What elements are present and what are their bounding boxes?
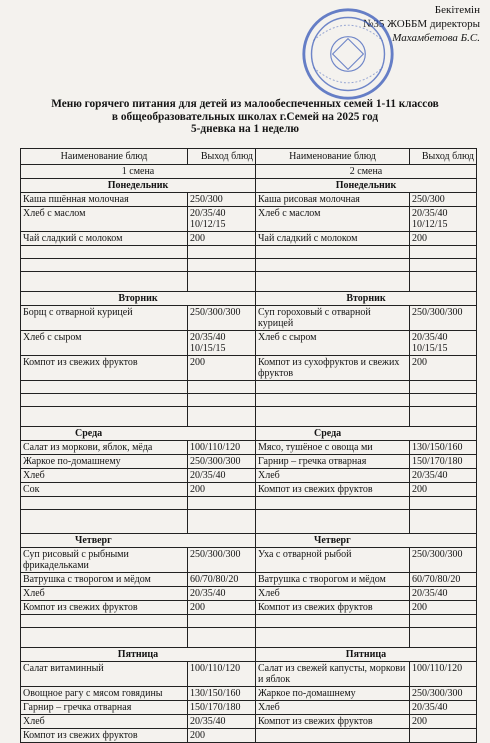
spacer-cell (410, 510, 477, 534)
dish-shift-2: Жаркое по-домашнему (256, 687, 410, 701)
menu-row (21, 701, 477, 715)
spacer-cell (188, 628, 256, 648)
dish-shift-2: Компот из свежих фруктов (256, 715, 410, 729)
yield-shift-1: 130/150/160 (188, 687, 256, 701)
blank-cell (21, 259, 188, 272)
day-label-shift-2: Среда (256, 427, 477, 441)
day-row-mon (21, 179, 477, 193)
blank-cell (21, 246, 188, 259)
menu-row (21, 687, 477, 701)
yield-shift-1: 250/300/300 (188, 455, 256, 469)
spacer-row (21, 407, 477, 427)
blank-cell (410, 497, 477, 510)
dish-shift-1: Гарнир – гречка отварная (21, 701, 188, 715)
day-label-shift-1: Среда (21, 427, 256, 441)
yield-shift-2: 200 (410, 715, 477, 729)
blank-cell (188, 246, 256, 259)
header-dish-2: Наименование блюд (256, 149, 410, 165)
dish-shift-2: Компот из свежих фруктов (256, 601, 410, 615)
blank-row (21, 497, 477, 510)
menu-row (21, 729, 477, 743)
dish-shift-1: Хлеб (21, 587, 188, 601)
day-row-thu (21, 534, 477, 548)
menu-row (21, 662, 477, 687)
blank-cell (21, 497, 188, 510)
blank-cell (21, 381, 188, 394)
blank-row (21, 381, 477, 394)
yield-shift-2: 200 (410, 483, 477, 497)
dish-shift-2: Ватрушка с творогом и мёдом (256, 573, 410, 587)
day-label-shift-1: Понедельник (21, 179, 256, 193)
dish-shift-2: Хлеб (256, 469, 410, 483)
menu-row (21, 331, 477, 356)
blank-cell (410, 615, 477, 628)
spacer-cell (256, 628, 410, 648)
blank-cell (256, 246, 410, 259)
yield-shift-1: 100/110/120 (188, 662, 256, 687)
blank-cell (256, 259, 410, 272)
menu-row (21, 193, 477, 207)
blank-cell (410, 246, 477, 259)
dish-shift-1: Компот из свежих фруктов (21, 729, 188, 743)
dish-shift-1: Салат витаминный (21, 662, 188, 687)
dish-shift-1: Компот из свежих фруктов (21, 356, 188, 381)
day-label-shift-2: Вторник (256, 292, 477, 306)
dish-shift-2: Мясо, тушёное с овоща ми (256, 441, 410, 455)
menu-row (21, 306, 477, 331)
yield-shift-1: 250/300/300 (188, 306, 256, 331)
blank-cell (188, 381, 256, 394)
dish-shift-2: Уха с отварной рыбой (256, 548, 410, 573)
dish-shift-1: Овощное рагу с мясом говядины (21, 687, 188, 701)
spacer-cell (21, 407, 188, 427)
menu-row (21, 483, 477, 497)
yield-shift-2: 250/300 (410, 193, 477, 207)
yield-shift-1: 60/70/80/20 (188, 573, 256, 587)
day-label-shift-1: Четверг (21, 534, 256, 548)
day-label-shift-2: Четверг (256, 534, 477, 548)
yield-shift-2: 200 (410, 356, 477, 381)
dish-shift-1: Сок (21, 483, 188, 497)
yield-shift-1: 20/35/40 10/12/15 (188, 207, 256, 232)
yield-shift-2: 20/35/40 (410, 701, 477, 715)
yield-shift-2: 60/70/80/20 (410, 573, 477, 587)
yield-shift-2: 200 (410, 601, 477, 615)
day-label-shift-2: Понедельник (256, 179, 477, 193)
title-line-1: Меню горячего питания для детей из малообеспеченных семей 1-11 классов (51, 98, 439, 110)
spacer-cell (410, 628, 477, 648)
dish-shift-2: Суп гороховый с отварной курицей (256, 306, 410, 331)
dish-shift-1: Каша пшённая молочная (21, 193, 188, 207)
yield-shift-2: 250/300/300 (410, 306, 477, 331)
blank-row (21, 394, 477, 407)
dish-shift-1: Хлеб с маслом (21, 207, 188, 232)
blank-cell (410, 394, 477, 407)
blank-row (21, 259, 477, 272)
blank-cell (188, 497, 256, 510)
dish-shift-1: Ватрушка с творогом и мёдом (21, 573, 188, 587)
dish-shift-1: Салат из моркови, яблок, мёда (21, 441, 188, 455)
spacer-cell (21, 272, 188, 292)
yield-shift-1: 200 (188, 356, 256, 381)
shift-2: 2 смена (256, 165, 477, 179)
spacer-cell (21, 628, 188, 648)
yield-shift-2 (410, 729, 477, 743)
menu-row (21, 232, 477, 246)
spacer-cell (188, 407, 256, 427)
yield-shift-2: 20/35/40 (410, 587, 477, 601)
blank-cell (21, 615, 188, 628)
blank-cell (188, 259, 256, 272)
blank-cell (410, 381, 477, 394)
dish-shift-2: Компот из свежих фруктов (256, 483, 410, 497)
header-yield: Выход блюд (188, 149, 256, 165)
day-row-wed (21, 427, 477, 441)
yield-shift-1: 100/110/120 (188, 441, 256, 455)
approval-signatory: Махамбетова Б.С. (392, 32, 480, 44)
dish-shift-1: Хлеб (21, 715, 188, 729)
approval-title: Бекітемін (434, 4, 480, 16)
yield-shift-1: 200 (188, 483, 256, 497)
blank-cell (256, 497, 410, 510)
menu-row (21, 573, 477, 587)
blank-cell (256, 615, 410, 628)
day-row-fri (21, 648, 477, 662)
menu-row (21, 441, 477, 455)
spacer-cell (188, 272, 256, 292)
day-row-tue (21, 292, 477, 306)
dish-shift-1: Хлеб с сыром (21, 331, 188, 356)
menu-row (21, 207, 477, 232)
spacer-cell (256, 510, 410, 534)
dish-shift-2: Чай сладкий с молоком (256, 232, 410, 246)
blank-row (21, 246, 477, 259)
day-label-shift-1: Вторник (21, 292, 256, 306)
day-label-shift-1: Пятница (21, 648, 256, 662)
yield-shift-1: 150/170/180 (188, 701, 256, 715)
yield-shift-1: 250/300 (188, 193, 256, 207)
dish-shift-1: Суп рисовый с рыбными фрикадельками (21, 548, 188, 573)
dish-shift-1: Хлеб (21, 469, 188, 483)
menu-row (21, 548, 477, 573)
dish-shift-2: Хлеб с сыром (256, 331, 410, 356)
blank-cell (256, 381, 410, 394)
spacer-cell (21, 510, 188, 534)
menu-body (21, 179, 477, 743)
menu-row (21, 455, 477, 469)
title-line-3: 5-дневка на 1 неделю (190, 123, 300, 135)
dish-shift-1: Жаркое по-домашнему (21, 455, 188, 469)
title-line-2: в общеобразовательных школах г.Семей на 2025 год (111, 110, 379, 123)
shift-1: 1 смена (21, 165, 256, 179)
yield-shift-2: 20/35/40 (410, 469, 477, 483)
yield-shift-1: 200 (188, 232, 256, 246)
dish-shift-1: Компот из свежих фруктов (21, 601, 188, 615)
yield-shift-1: 20/35/40 (188, 715, 256, 729)
yield-shift-1: 200 (188, 729, 256, 743)
blank-cell (188, 394, 256, 407)
menu-row (21, 587, 477, 601)
spacer-row (21, 628, 477, 648)
yield-shift-2: 20/35/40 10/15/15 (410, 331, 477, 356)
spacer-cell (256, 272, 410, 292)
yield-shift-2: 250/300/300 (410, 687, 477, 701)
dish-shift-1: Борщ с отварной курицей (21, 306, 188, 331)
yield-shift-2: 130/150/160 (410, 441, 477, 455)
dish-shift-2: Хлеб (256, 701, 410, 715)
yield-shift-1: 250/300/300 (188, 548, 256, 573)
menu-table (20, 148, 477, 743)
dish-shift-2 (256, 729, 410, 743)
dish-shift-2: Хлеб (256, 587, 410, 601)
menu-row (21, 601, 477, 615)
shift-row (21, 165, 477, 179)
yield-shift-2: 250/300/300 (410, 548, 477, 573)
blank-cell (410, 259, 477, 272)
blank-cell (21, 394, 188, 407)
dish-shift-2: Салат из свежей капусты, моркови и яблок (256, 662, 410, 687)
menu-row (21, 356, 477, 381)
spacer-row (21, 510, 477, 534)
menu-row (21, 469, 477, 483)
day-label-shift-2: Пятница (256, 648, 477, 662)
yield-shift-1: 200 (188, 601, 256, 615)
school-seal-stamp (300, 6, 396, 102)
yield-shift-1: 20/35/40 10/15/15 (188, 331, 256, 356)
document-title (0, 98, 490, 136)
spacer-cell (410, 272, 477, 292)
blank-cell (188, 615, 256, 628)
yield-shift-2: 100/110/120 (410, 662, 477, 687)
yield-shift-1: 20/35/40 (188, 587, 256, 601)
yield-shift-2: 20/35/40 10/12/15 (410, 207, 477, 232)
spacer-cell (410, 407, 477, 427)
yield-shift-2: 150/170/180 (410, 455, 477, 469)
approval-position: №35 ЖОББМ директоры (362, 18, 480, 30)
menu-row (21, 715, 477, 729)
dish-shift-2: Гарнир – гречка отварная (256, 455, 410, 469)
dish-shift-2: Каша рисовая молочная (256, 193, 410, 207)
dish-shift-1: Чай сладкий с молоком (21, 232, 188, 246)
header-row (21, 149, 477, 165)
spacer-cell (188, 510, 256, 534)
spacer-row (21, 272, 477, 292)
header-yield-2: Выход блюд (410, 149, 477, 165)
spacer-cell (256, 407, 410, 427)
yield-shift-2: 200 (410, 232, 477, 246)
dish-shift-2: Хлеб с маслом (256, 207, 410, 232)
blank-row (21, 615, 477, 628)
header-dish: Наименование блюд (21, 149, 188, 165)
yield-shift-1: 20/35/40 (188, 469, 256, 483)
blank-cell (256, 394, 410, 407)
dish-shift-2: Компот из сухофруктов и свежих фруктов (256, 356, 410, 381)
